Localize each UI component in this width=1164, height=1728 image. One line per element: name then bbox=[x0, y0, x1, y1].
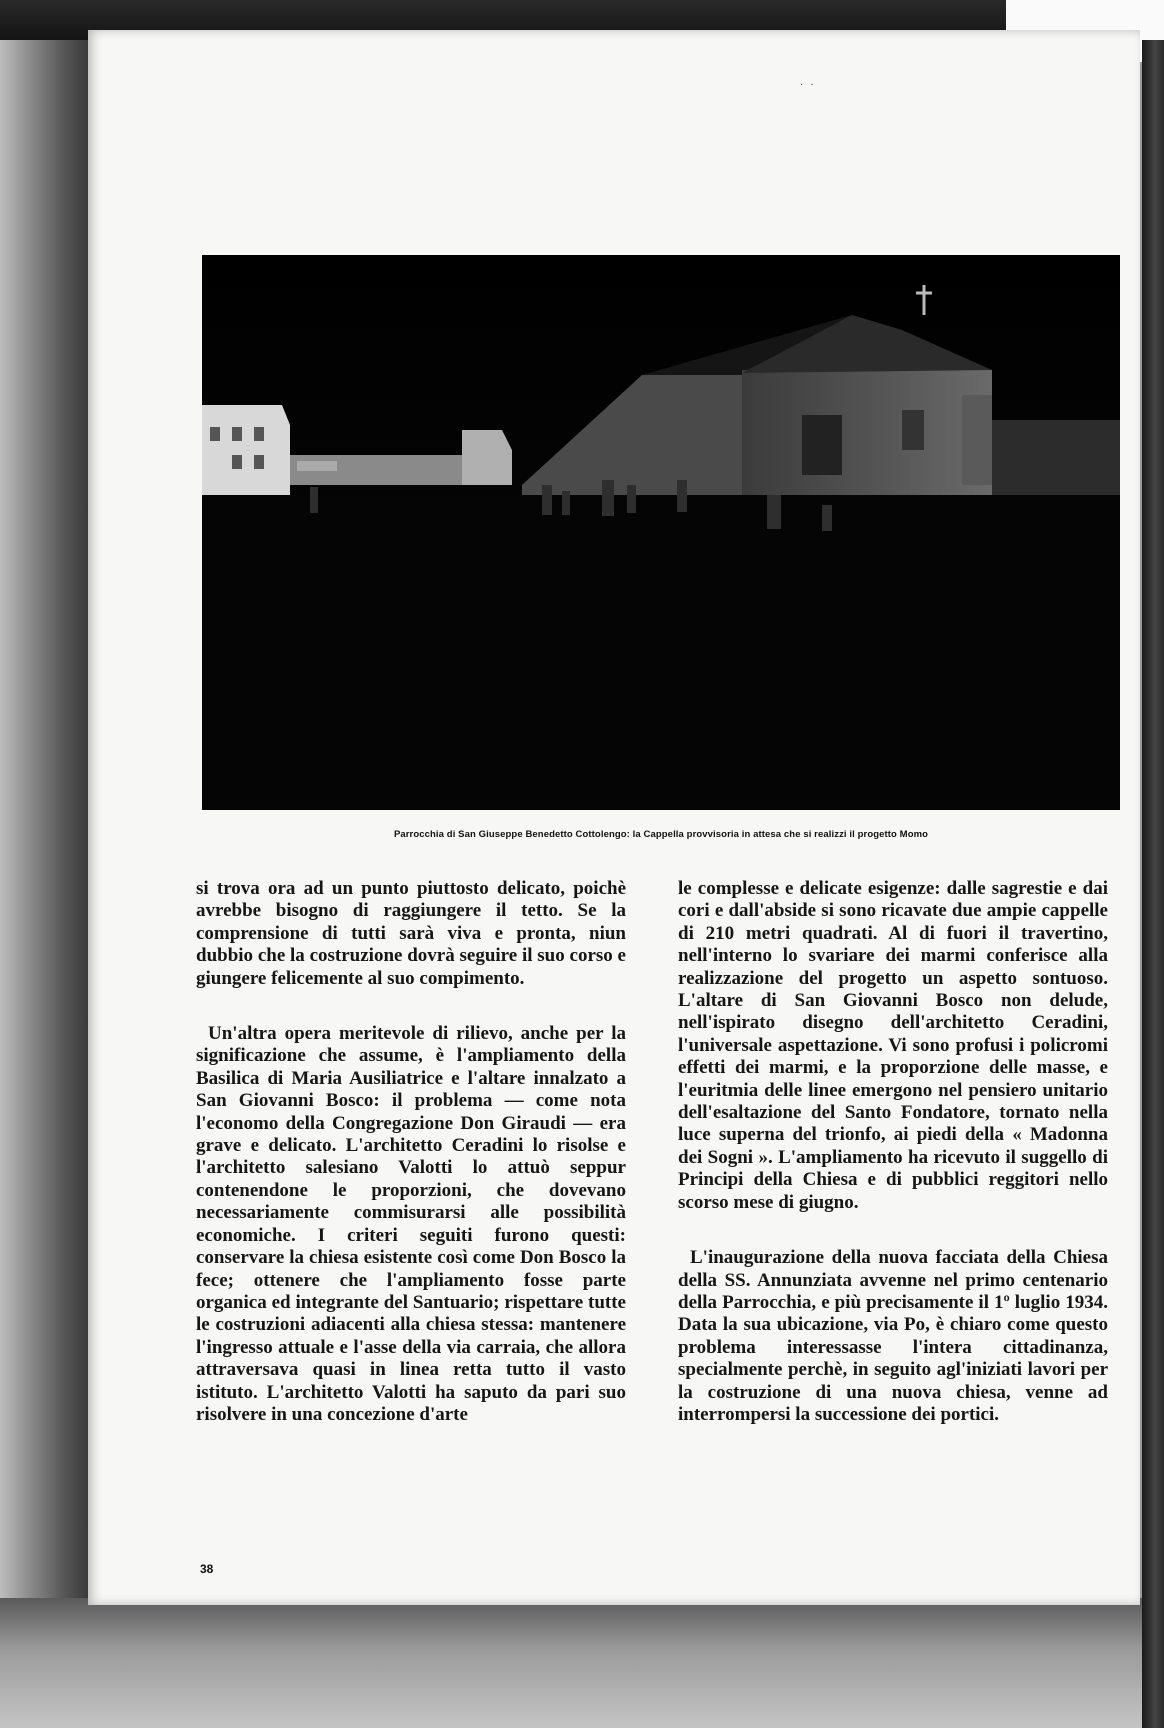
chapel-photo-illustration bbox=[202, 255, 1120, 810]
photo-caption: Parrocchia di San Giuseppe Benedetto Cottolengo: la Cappella provvisoria in attesa che si realizzi il progetto Momo bbox=[393, 829, 929, 840]
scan-right-edge bbox=[1142, 40, 1164, 1728]
chapel-photograph bbox=[202, 255, 1120, 810]
paragraph: si trova ora ad un punto piuttosto delicato, poichè avrebbe bisogno di raggiungere il tetto. Se la comprensione di tutti sarà viva e pronta, niun dubbio che la costruzione dovrà seguire il suo corso e giungere felicemente al suo compimento. bbox=[196, 878, 626, 989]
scan-smudge: · · bbox=[800, 80, 816, 91]
text-column-left bbox=[196, 878, 626, 1426]
paragraph: Un'altra opera meritevole di rilievo, anche per la significazione che assume, è l'ampliamento della Basilica di Maria Ausiliatrice e l'altare innalzato a San Giovanni Bosco: il problema — come nota l'economo della Congregazione Don Giraudi — era grave e delicato. L'architetto Ceradini lo risolse e l'architetto salesiano Valotti lo attuò seppur contenendone le proporzioni, che dovevano necessariamente commisurarsi alle possibilità economiche. I criteri seguiti furono questi: conservare la chiesa esistente così come Don Bosco la fece; ottenere che l'ampliamento fosse parte organica ed integrante del Santuario; rispettare tutte le costruzioni adiacenti alla chiesa stessa: mantenere l'ingresso attuale e l'asse della via carraia, che allora attraversava quasi in linea retta tutto il vasto istituto. L'architetto Valotti ha saputo da pari suo risolvere in una concezione d'arte bbox=[196, 1023, 626, 1425]
scan-bottom-edge bbox=[0, 1598, 1164, 1728]
book-spine-edge bbox=[0, 40, 88, 1728]
paragraph: le complesse e delicate esigenze: dalle sagrestie e dai cori e dall'abside si sono ricavate due ampie cappelle di 210 metri quadrati. Al di fuori il travertino, nell'interno lo svariare dei marmi conferisce alla realizzazione del progetto un aspetto sontuoso. L'altare di San Giovanni Bosco non delude, nell'ispirato disegno dell'architetto Ceradini, l'universale aspettazione. Vi sono profusi i policromi effetti dei marmi, e la proporzione delle masse, e l'euritmia delle linee emergono nel pensiero unitario dell'esaltazione del Santo Fondatore, tornato nella luce superna del trionfo, ai piedi della « Madonna dei Sogni ». L'ampliamento ha ricevuto il suggello di Principi della Chiesa e di pubblici reggitori nello scorso mese di giugno. bbox=[678, 878, 1108, 1213]
text-column-right bbox=[678, 878, 1108, 1426]
page-number: 38 bbox=[200, 1562, 214, 1576]
paragraph: L'inaugurazione della nuova facciata della Chiesa della SS. Annunziata avvenne nel primo centenario della Parrocchia, e più precisamente il 1º luglio 1934. Data la sua ubicazione, via Po, è chiaro come questo problema interessasse l'intera cittadinanza, specialmente perchè, in seguito agl'iniziati lavori per la costruzione di una nuova chiesa, venne ad interrompersi la successione dei portici. bbox=[678, 1247, 1108, 1425]
